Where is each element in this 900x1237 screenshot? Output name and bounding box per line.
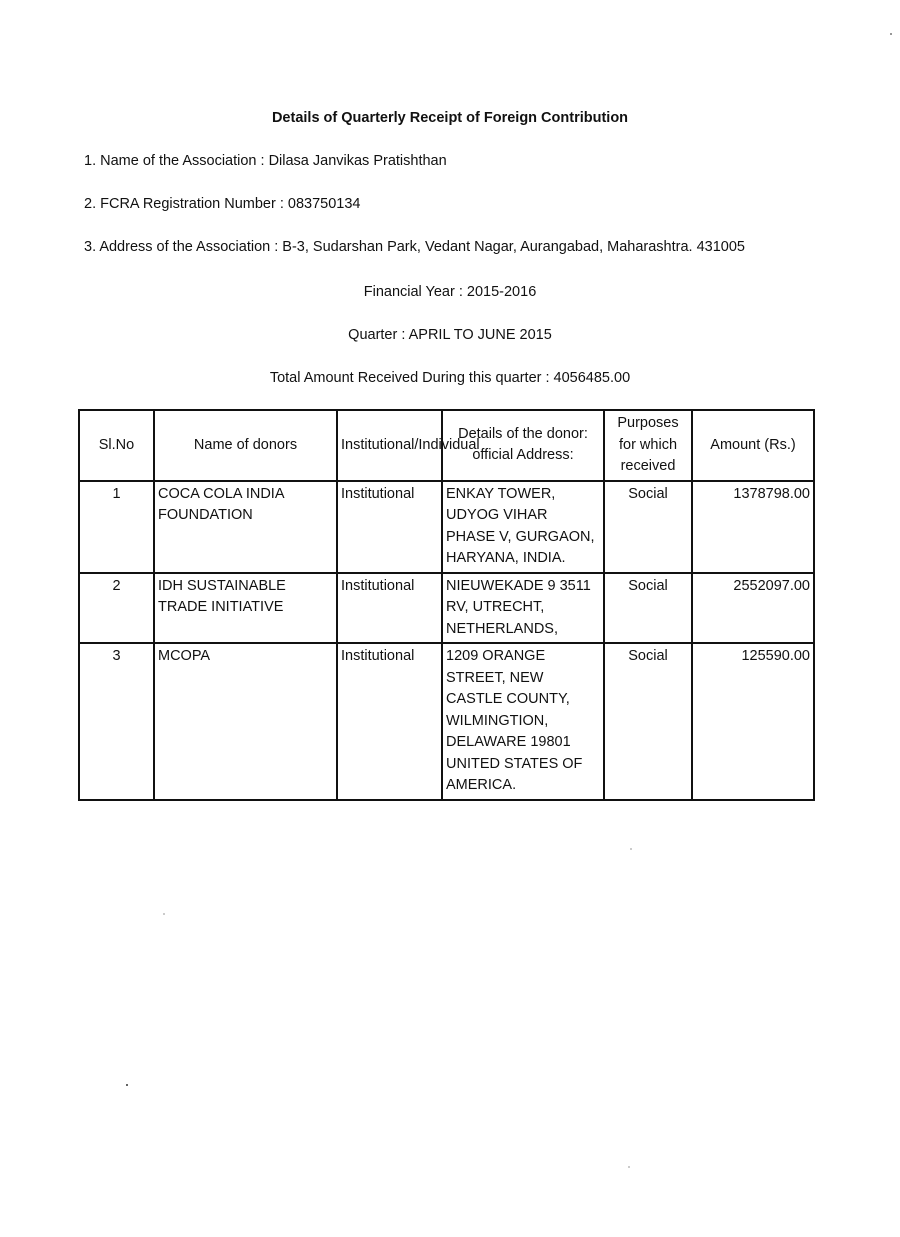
cell-amount: 125590.00 xyxy=(692,643,814,800)
cell-donor-name: MCOPA xyxy=(154,643,337,800)
quarter: Quarter : APRIL TO JUNE 2015 xyxy=(348,327,552,343)
header-slno: Sl.No xyxy=(79,410,154,481)
scan-speck xyxy=(628,1166,630,1168)
financial-year: Financial Year : 2015-2016 xyxy=(363,284,537,300)
document-title: Details of Quarterly Receipt of Foreign Contribution xyxy=(271,110,629,126)
table-row xyxy=(79,481,814,573)
association-address-line: 3. Address of the Association : B-3, Sudarshan Park, Vedant Nagar, Aurangabad, Maharashtra. 431005 xyxy=(84,239,745,255)
donors-table xyxy=(78,409,815,801)
scan-speck xyxy=(126,1084,128,1086)
header-purpose: Purposes for which received xyxy=(604,410,692,481)
cell-donor-type: Institutional xyxy=(337,573,442,644)
cell-donor-type: Institutional xyxy=(337,643,442,800)
header-type: Institutional/Individual xyxy=(337,410,442,481)
header-details: Details of the donor: official Address: xyxy=(442,410,604,481)
table-row xyxy=(79,573,814,644)
table-header-row xyxy=(79,410,814,481)
scan-speck xyxy=(630,848,632,850)
scan-speck xyxy=(890,33,892,35)
scan-speck xyxy=(163,913,165,915)
header-amount: Amount (Rs.) xyxy=(692,410,814,481)
association-name-line: 1. Name of the Association : Dilasa Janvikas Pratishthan xyxy=(84,153,447,169)
cell-donor-address: NIEUWEKADE 9 3511 RV, UTRECHT, NETHERLANDS, xyxy=(442,573,604,644)
cell-donor-address: 1209 ORANGE STREET, NEW CASTLE COUNTY, WILMINGTION, DELAWARE 19801 UNITED STATES OF AMERICA. xyxy=(442,643,604,800)
cell-purpose: Social xyxy=(604,481,692,573)
cell-donor-address: ENKAY TOWER, UDYOG VIHAR PHASE V, GURGAON, HARYANA, INDIA. xyxy=(442,481,604,573)
header-name: Name of donors xyxy=(154,410,337,481)
cell-slno: 1 xyxy=(79,481,154,573)
cell-purpose: Social xyxy=(604,573,692,644)
cell-amount: 1378798.00 xyxy=(692,481,814,573)
fcra-registration-line: 2. FCRA Registration Number : 083750134 xyxy=(84,196,361,212)
cell-donor-name: COCA COLA INDIA FOUNDATION xyxy=(154,481,337,573)
total-amount: Total Amount Received During this quarter : 4056485.00 xyxy=(269,370,631,386)
cell-donor-type: Institutional xyxy=(337,481,442,573)
cell-slno: 2 xyxy=(79,573,154,644)
cell-amount: 2552097.00 xyxy=(692,573,814,644)
cell-slno: 3 xyxy=(79,643,154,800)
cell-donor-name: IDH SUSTAINABLE TRADE INITIATIVE xyxy=(154,573,337,644)
cell-purpose: Social xyxy=(604,643,692,800)
table-row xyxy=(79,643,814,800)
